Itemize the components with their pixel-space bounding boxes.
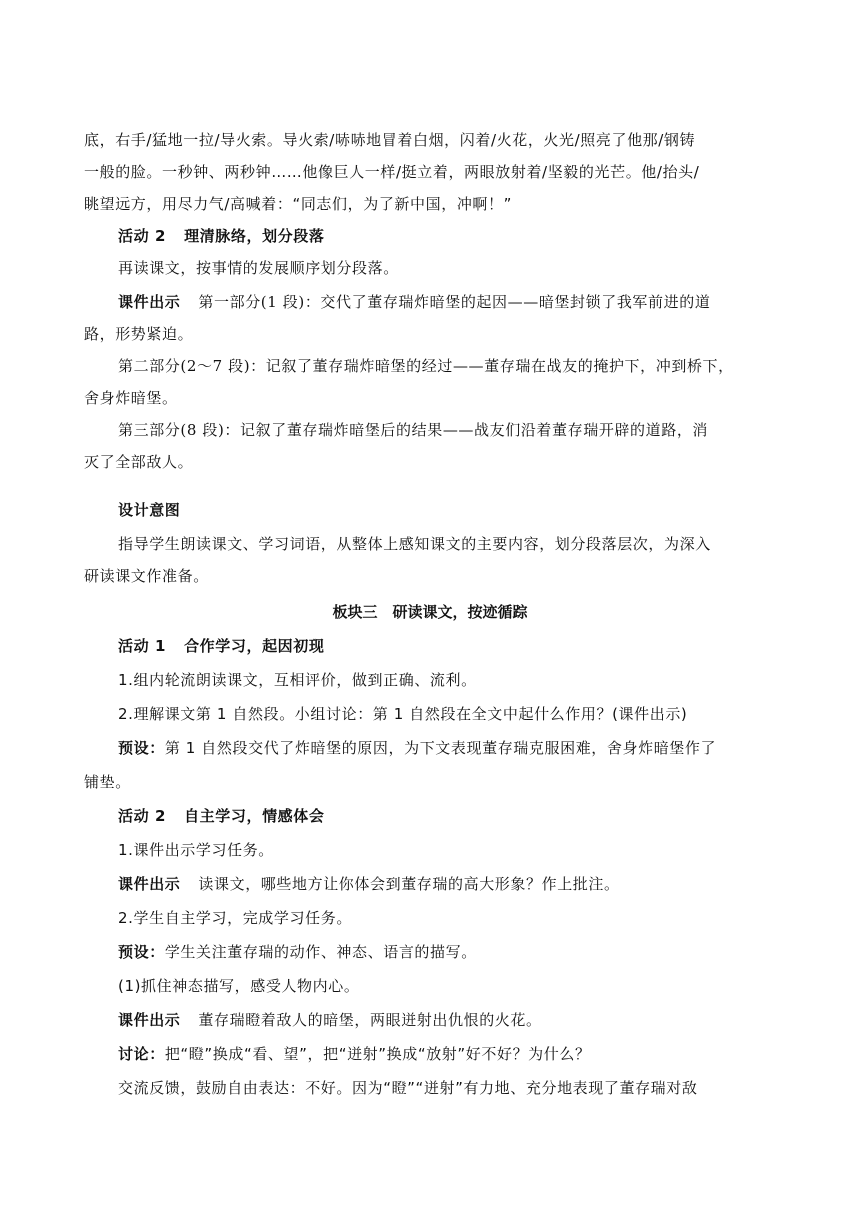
body-line: 一般的脸。一秒钟、两秒钟……他像巨人一样/挺立着，两眼放射着/坚毅的光芒。他/抬头/ — [84, 163, 700, 181]
list-item: 2.学生自主学习，完成学习任务。 — [118, 909, 352, 927]
courseware-label: 课件出示 — [118, 875, 181, 893]
activity-label: 活动 2 — [118, 227, 167, 245]
body-line: 眺望远方，用尽力气/高喊着：“同志们，为了新中国，冲啊！” — [84, 195, 512, 213]
courseware-label: 课件出示 — [118, 293, 181, 311]
preset-label: 预设： — [118, 739, 165, 757]
list-item: (1)抓住神态描写，感受人物内心。 — [118, 977, 360, 995]
body-line: 路，形势紧迫。 — [84, 325, 194, 343]
preset-label: 预设： — [118, 943, 165, 961]
activity-title: 理清脉络，划分段落 — [184, 227, 325, 245]
list-item: 2.理解课文第 1 自然段。小组讨论：第 1 自然段在全文中起什么作用？(课件出示) — [118, 705, 688, 723]
discussion-label: 讨论： — [118, 1045, 165, 1063]
activity-heading — [118, 806, 784, 826]
body-line: 再读课文，按事情的发展顺序划分段落。 — [118, 259, 399, 277]
body-line: 铺垫。 — [84, 773, 131, 791]
body-line: 底，右手/猛地一拉/导火索。导火索/哧哧地冒着白烟，闪着/火花，火光/照亮了他那/钢铸 — [84, 131, 696, 149]
body-line: 交流反馈，鼓励自由表达：不好。因为“瞪”“迸射”有力地、充分地表现了董存瑞对敌 — [118, 1079, 698, 1097]
activity-title: 合作学习，起因初现 — [184, 637, 325, 655]
activity-heading — [118, 226, 784, 246]
courseware-text: 读课文，哪些地方让你体会到董存瑞的高大形象？作上批注。 — [198, 875, 620, 893]
list-item: 1.课件出示学习任务。 — [118, 841, 274, 859]
activity-title: 自主学习，情感体会 — [184, 807, 325, 825]
preset-line — [118, 738, 784, 758]
activity-heading — [118, 636, 784, 656]
discussion-line — [118, 1044, 784, 1064]
body-line: 舍身炸暗堡。 — [84, 389, 178, 407]
courseware-label: 课件出示 — [118, 1011, 181, 1029]
preset-text: 第 1 自然段交代了炸暗堡的原因，为下文表现董存瑞克服困难，舍身炸暗堡作了 — [164, 739, 717, 757]
body-line: 第二部分(2～7 段)：记叙了董存瑞炸暗堡的经过——董存瑞在战友的掩护下，冲到桥下， — [118, 357, 734, 375]
courseware-text: 第一部分(1 段)：交代了董存瑞炸暗堡的起因——暗堡封锁了我军前进的道 — [198, 293, 711, 311]
body-line: 研读课文作准备。 — [84, 567, 209, 585]
body-line: 灭了全部敌人。 — [84, 453, 194, 471]
courseware-line — [118, 874, 784, 894]
activity-label: 活动 2 — [118, 807, 167, 825]
courseware-line — [118, 292, 784, 312]
courseware-text: 董存瑞瞪着敌人的暗堡，两眼迸射出仇恨的火花。 — [198, 1011, 542, 1029]
list-item: 1.组内轮流朗读课文，互相评价，做到正确、流利。 — [118, 671, 477, 689]
design-title: 设计意图 — [118, 501, 181, 519]
courseware-line — [118, 1010, 784, 1030]
preset-text: 学生关注董存瑞的动作、神态、语言的描写。 — [164, 943, 477, 961]
discussion-text: 把“瞪”换成“看、望”，把“迸射”换成“放射”好不好？为什么？ — [164, 1045, 591, 1063]
activity-label: 活动 1 — [118, 637, 167, 655]
section-heading: 板块三 研读课文，按迹循踪 — [332, 603, 528, 621]
body-line: 第三部分(8 段)：记叙了董存瑞炸暗堡后的结果——战友们沿着董存瑞开辟的道路，消 — [118, 421, 709, 439]
preset-line — [118, 942, 784, 962]
body-line: 指导学生朗读课文、学习词语，从整体上感知课文的主要内容，划分段落层次，为深入 — [118, 535, 711, 553]
